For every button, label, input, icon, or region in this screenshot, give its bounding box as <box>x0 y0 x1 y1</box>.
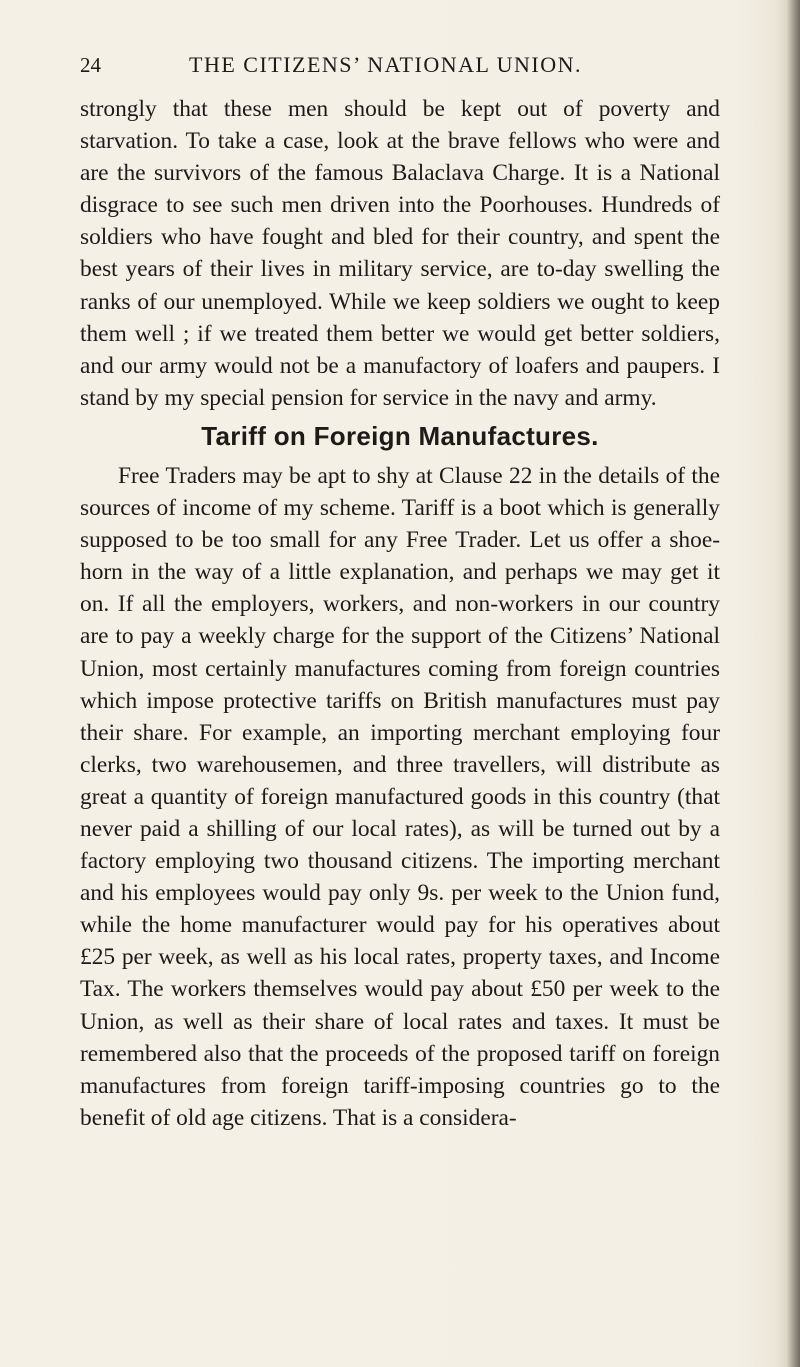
paragraph-continued: strongly that these men should be kept out of poverty and starvation. To take a case, look at the brave fellows who were and are the survivors of the famous Balaclava Charge. It is a National disgrace to see such men driven into the Poorhouses. Hundreds of soldiers who have fought and bled for their country, and spent the best years of their lives in military service, are to-day swelling the ranks of our unemployed. While we keep soldiers we ought to keep them well ; if we treated them better we would get better soldiers, and our army would not be a manufactory of loafers and paupers. I stand by my special pension for service in the navy and army. <box>80 96 720 411</box>
page-number: 24 <box>80 53 101 77</box>
page-body <box>80 93 720 1134</box>
paragraph-tariff: Free Traders may be apt to shy at Clause 22 in the details of the sources of income of my scheme. Tariff is a boot which is generally supposed to be too small for any Free Trader. Let us offer a shoe-horn in the way of a little explanation, and perhaps we may get it on. If all the employers, workers, and non-workers in our country are to pay a weekly charge for the support of the Citizens’ National Union, most certainly manufactures coming from foreign countries which impose protective tariffs on British manufactures must pay their share. For example, an importing merchant employing four clerks, two warehousemen, and three travellers, will distribute as great a quantity of foreign manufactured goods in this country (that never paid a shilling of our local rates), as will be turned out by a factory employing two thousand citizens. The importing merchant and his employees would pay only 9s. per week to the Union fund, while the home manufacturer would pay for his operatives about £25 per week, as well as his local rates, property taxes, and Income Tax. The workers themselves would pay about £50 per week to the Union, as well as their share of local rates and taxes. It must be remembered also that the proceeds of the proposed tariff on foreign manufactures from foreign tariff-imposing countries go to the benefit of old age citizens. That is a considera- <box>80 462 720 1131</box>
running-title: THE CITIZENS’ NATIONAL UNION. <box>189 52 582 77</box>
section-heading: Tariff on Foreign Manufactures. <box>201 420 599 451</box>
page-header <box>80 52 720 78</box>
page-edge <box>786 0 800 1367</box>
